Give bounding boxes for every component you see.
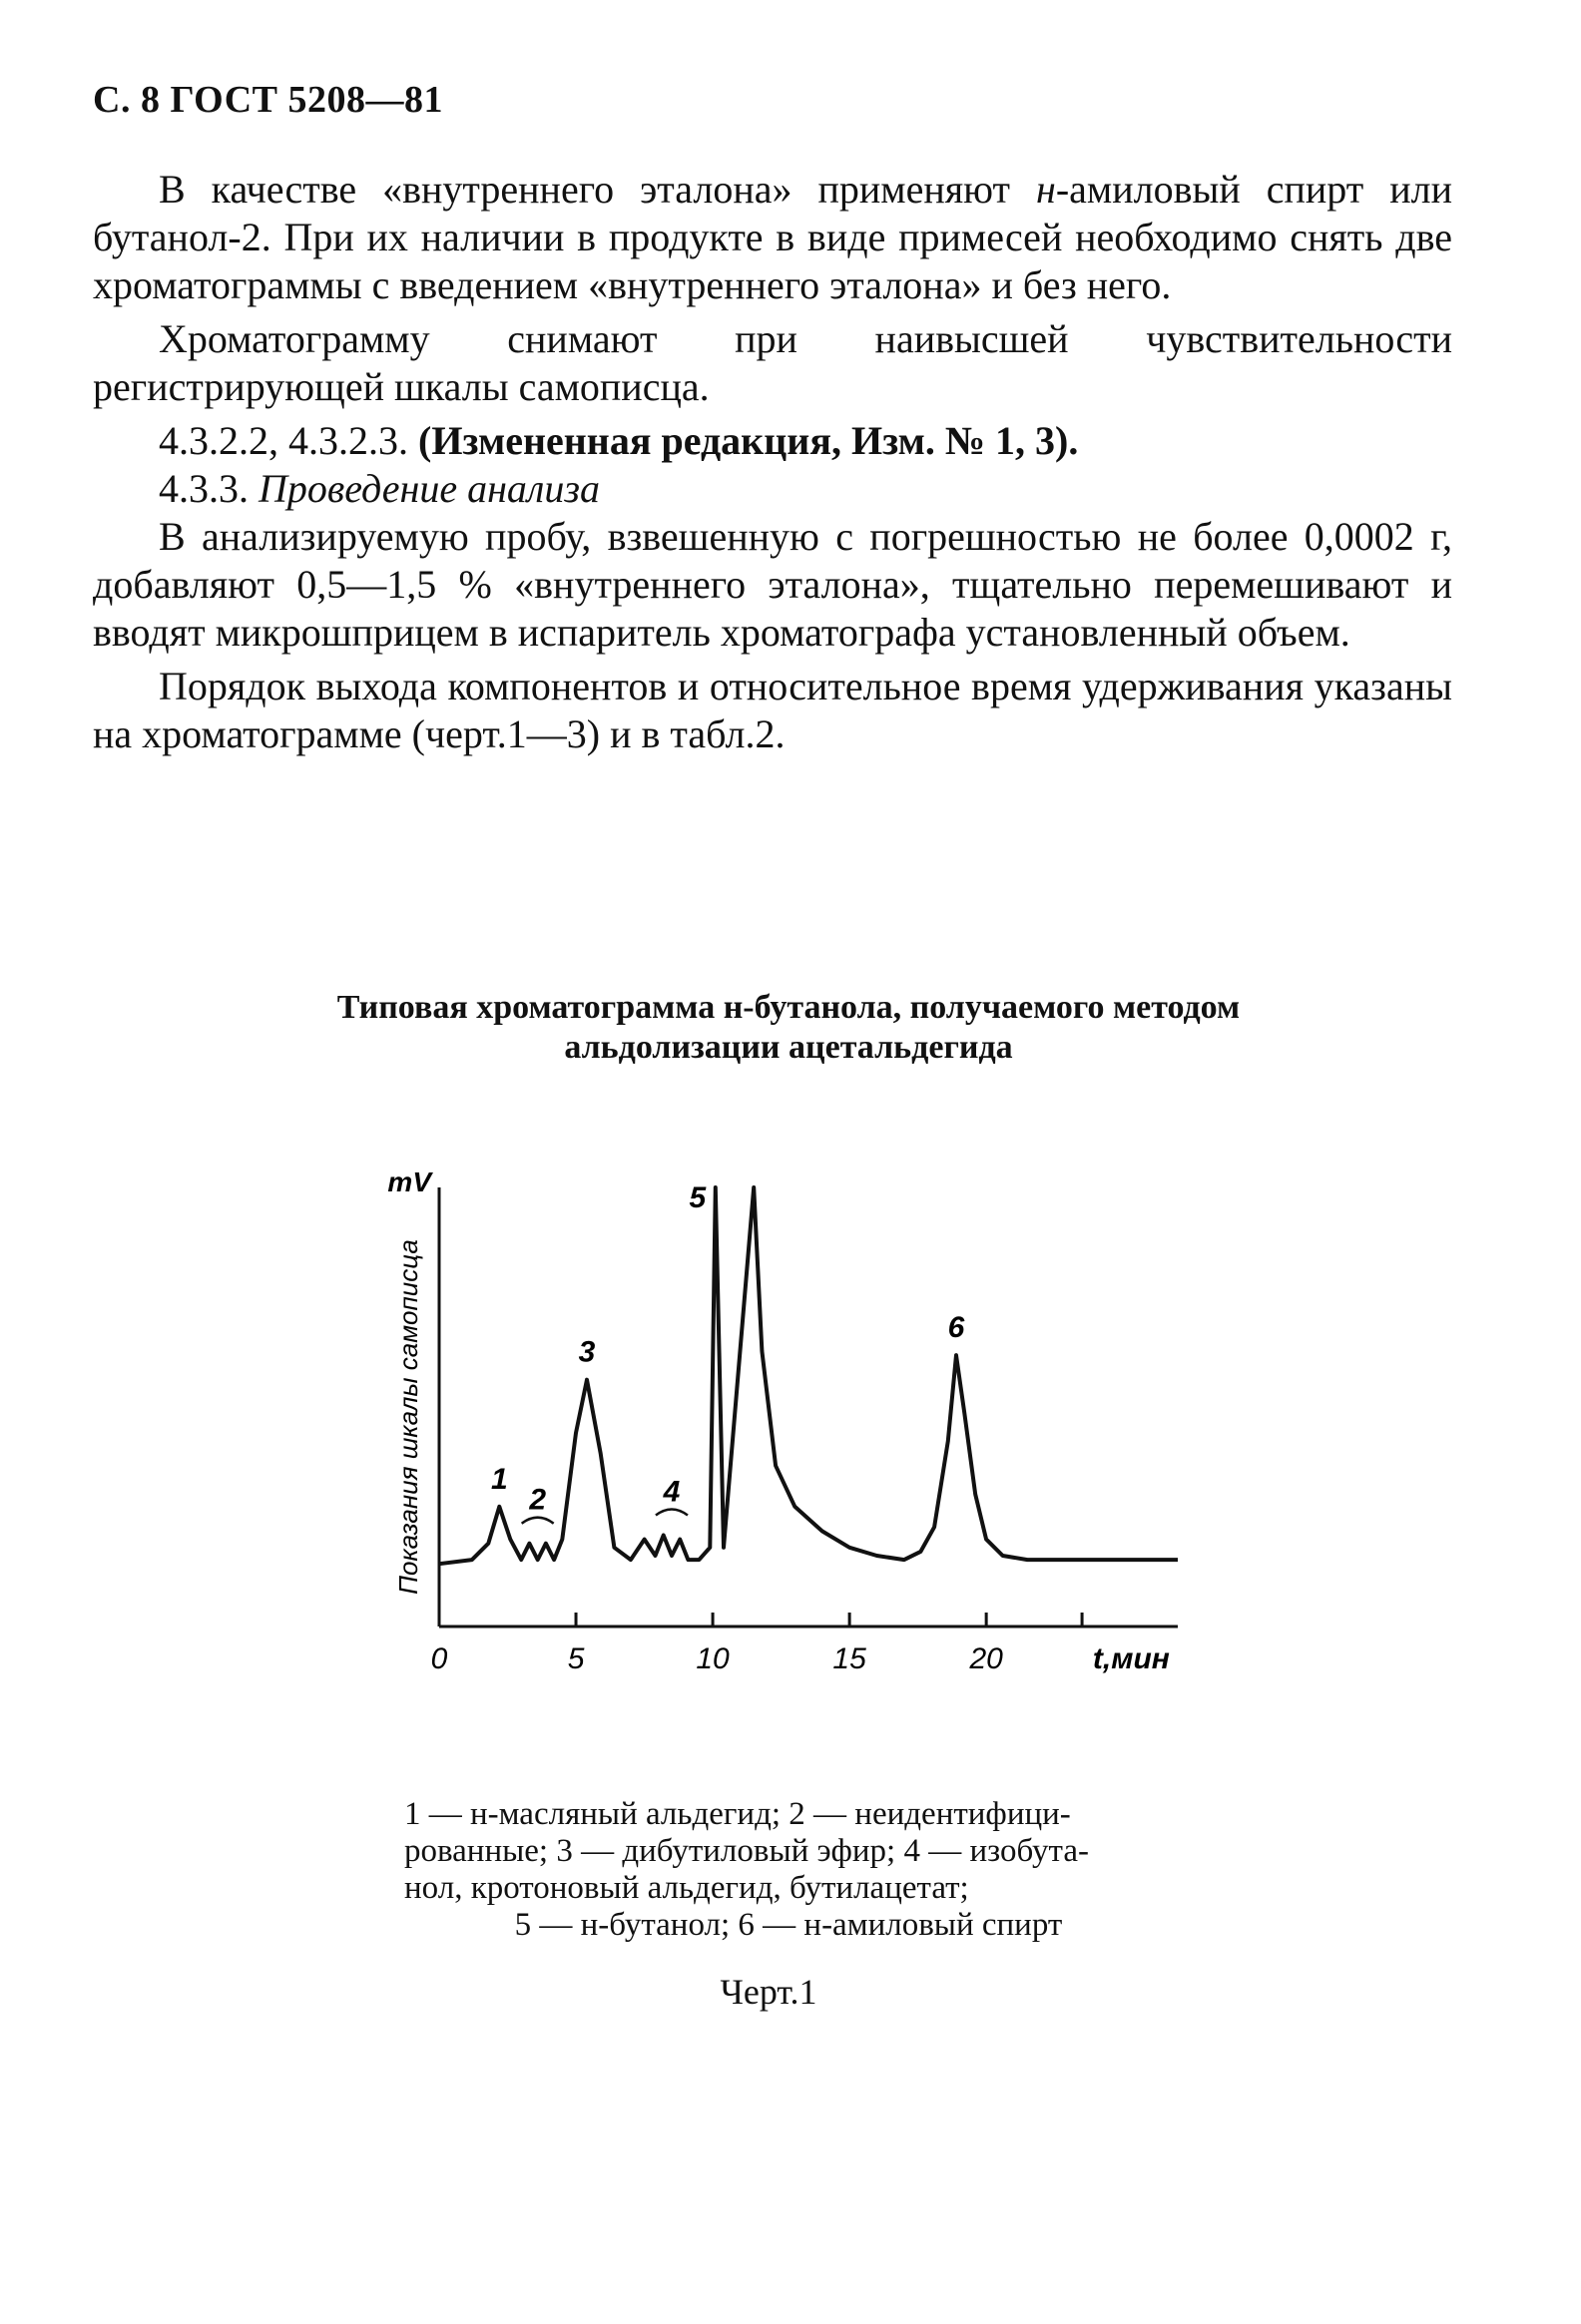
caption-line: 1 — н-масляный альдегид; 2 — неидентифици- [404,1796,1071,1832]
paragraph-procedure: В анализируемую пробу, взвешенную с погрешностью не более 0,0002 г, добавляют 0,5—1,5 % «внутреннего эталона», тщательно перемешивают и вводят микрошприцем в испаритель хроматографа установленный объем. [93,514,1452,655]
peak-group-bracket [522,1518,554,1524]
paragraph-order: Порядок выхода компонентов и относительное время удерживания указаны на хроматограмме (черт.1—3) и в табл.2. [93,664,1452,756]
x-tick-label: 0 [430,1642,448,1675]
x-tick-label: 15 [832,1642,866,1675]
section-title: Проведение анализа [259,466,600,511]
paragraph-text: В качестве «внутреннего эталона» применяют [159,167,1036,212]
caption-line: 5 — н-бутанол; 6 — н-амиловый спирт [514,1907,1063,1943]
figure-caption [404,1796,1173,1944]
chromatogram-chart [379,1158,1218,1716]
figure-title-line: альдолизации ацетальдегида [564,1029,1013,1066]
peak-label: 6 [947,1311,965,1345]
x-tick-label: 5 [567,1642,585,1675]
caption-line: рованные; 3 — дибутиловый эфир; 4 — изобута- [404,1833,1089,1869]
amendment-note: (Измененная редакция, Изм. № 1, 3). [418,418,1079,463]
peak-label: 5 [689,1181,707,1214]
x-tick-label: 20 [969,1642,1003,1675]
peak-group-bracket [656,1510,688,1516]
clause-number: 4.3.3. [159,466,259,511]
paragraph-amendment [93,417,1452,465]
peak-label: 3 [578,1335,596,1369]
figure-title [220,988,1357,1068]
paragraph-text: -амиловый спирт или бутанол-2. При их наличии в продукте в виде примесей необходимо снять две хроматограммы с введением «внутреннего эталона» и без него. [93,167,1452,307]
caption-line: нол, кротоновый альдегид, бутилацетат; [404,1870,969,1906]
y-axis-label: Показания шкалы самописца [393,1239,423,1595]
figure-title-line: Типовая хроматограмма н-бутанола, получаемого методом [336,989,1241,1026]
figure-label: Черт.1 [720,1972,817,2012]
page-header: С. 8 ГОСТ 5208—81 [93,79,443,121]
x-axis-label: t,мин [1092,1642,1170,1675]
peak-label: 2 [529,1483,547,1517]
clause-number: 4.3.2.2, 4.3.2.3. [159,418,418,463]
section-heading [93,465,1452,513]
italic-letter: н [1035,167,1056,212]
chromatogram-line [439,1187,1178,1564]
peak-label: 4 [663,1475,681,1509]
chromatogram-svg [379,1158,1218,1716]
paragraph-internal-standard [93,166,1452,309]
body-text [93,166,1452,764]
peak-label: 1 [490,1462,508,1496]
x-tick-label: 10 [696,1642,730,1675]
paragraph-sensitivity: Хроматограмму снимают при наивысшей чувствительности регистрирующей шкалы самописца. [93,316,1452,409]
y-unit-label: mV [387,1166,431,1197]
